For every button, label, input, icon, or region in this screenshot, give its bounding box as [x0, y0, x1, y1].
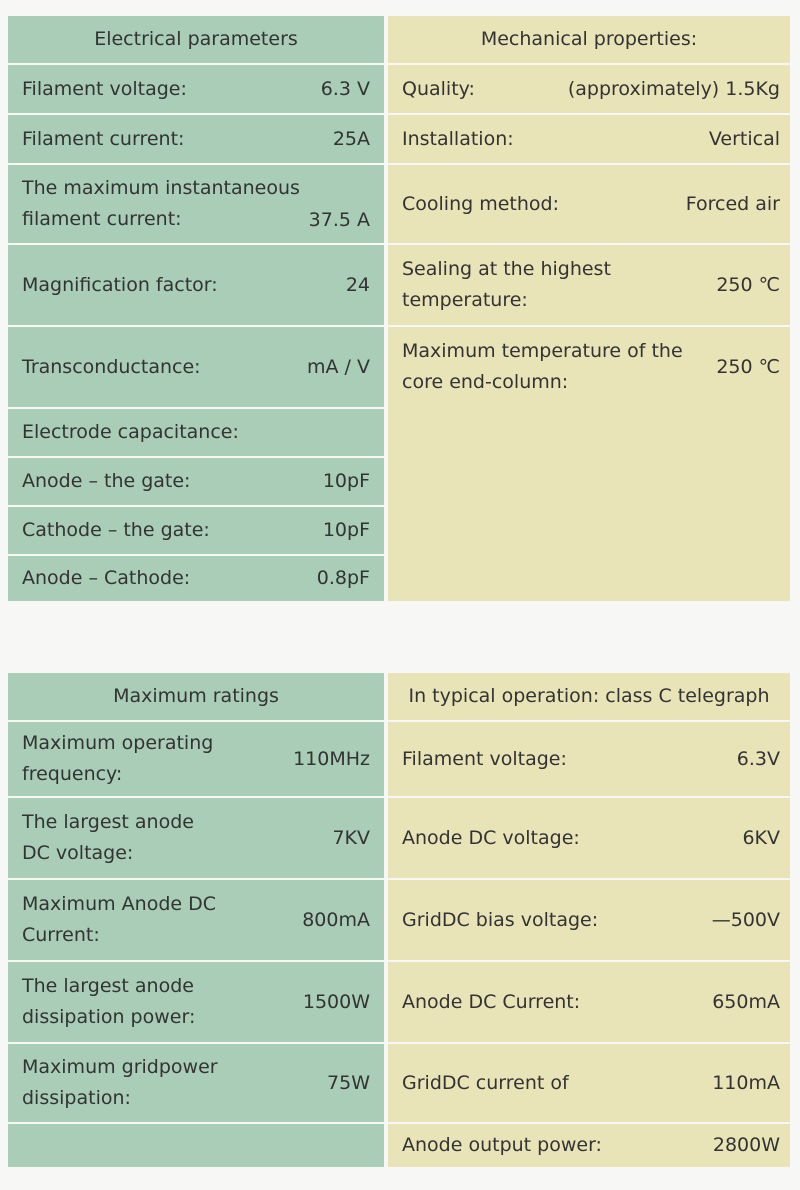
- row-label: GridDC bias voltage:: [402, 908, 599, 931]
- row-value: 1500W: [302, 990, 370, 1013]
- typical-operation-column: [388, 673, 790, 1167]
- table-row: [8, 163, 384, 243]
- row-label: Magnification factor:: [22, 273, 218, 296]
- maximum-ratings-title: Maximum ratings: [113, 685, 279, 707]
- table-row: [8, 456, 384, 505]
- electrical-parameters-column: [8, 16, 384, 601]
- table-row: [8, 1042, 384, 1122]
- row-label: Filament current:: [22, 127, 185, 150]
- row-value: Vertical: [708, 127, 780, 150]
- table-row: [388, 325, 790, 407]
- row-label: Cathode – the gate:: [22, 519, 210, 541]
- table-row: [8, 960, 384, 1042]
- row-value: 25A: [332, 127, 370, 150]
- table-row: [388, 163, 790, 243]
- row-value: 75W: [327, 1071, 370, 1094]
- row-value: 6.3 V: [320, 77, 370, 100]
- table-row: [8, 63, 384, 113]
- row-label: Filament voltage:: [22, 77, 187, 100]
- table-row: [8, 407, 384, 456]
- row-value: 37.5 A: [308, 209, 370, 231]
- row-label: Maximum gridpower dissipation:: [22, 1056, 218, 1109]
- mechanical-properties-column: [388, 16, 790, 601]
- row-label: Sealing at the highest temperature:: [402, 258, 611, 311]
- row-label: Anode DC Current:: [402, 990, 581, 1013]
- row-value: Forced air: [685, 192, 780, 215]
- row-label: Maximum Anode DC Current:: [22, 893, 217, 946]
- row-label: The largest anode DC voltage:: [22, 811, 194, 864]
- table-row: [8, 505, 384, 554]
- row-label: Filament voltage:: [402, 747, 567, 770]
- row-value: 2800W: [712, 1134, 780, 1156]
- table-row: [8, 243, 384, 325]
- row-label: Transconductance:: [22, 355, 201, 378]
- row-label: Anode output power:: [402, 1134, 602, 1156]
- row-value: 110MHz: [293, 747, 370, 770]
- row-value: 110mA: [712, 1071, 780, 1094]
- table-row: [388, 1122, 790, 1167]
- table-row: [8, 878, 384, 960]
- row-value: 10pF: [322, 470, 370, 492]
- mechanical-properties-header: [388, 16, 790, 63]
- row-value: 6.3V: [736, 747, 780, 770]
- row-value: (approximately) 1.5Kg: [567, 77, 780, 100]
- maximum-ratings-header: [8, 673, 384, 720]
- row-label: Anode – the gate:: [22, 470, 191, 492]
- row-label: Anode DC voltage:: [402, 826, 580, 849]
- typical-operation-title: In typical operation: class C telegraph: [408, 685, 770, 707]
- table-row-empty: [8, 1122, 384, 1167]
- row-label: Quality:: [402, 77, 475, 100]
- table-row: [388, 243, 790, 325]
- table-row: [388, 1042, 790, 1122]
- table-row: [388, 796, 790, 878]
- row-value: 250 ℃: [716, 355, 780, 378]
- table-row: [8, 720, 384, 796]
- electrical-parameters-title: Electrical parameters: [94, 28, 298, 50]
- table-row: [8, 325, 384, 407]
- table-row: [8, 113, 384, 163]
- table-row: [388, 63, 790, 113]
- row-label: Maximum temperature of the core end-column:: [402, 340, 683, 393]
- row-value: 650mA: [712, 990, 780, 1013]
- typical-operation-header: [388, 673, 790, 720]
- row-value: 800mA: [302, 908, 370, 931]
- row-label: The largest anode dissipation power:: [22, 975, 196, 1028]
- row-label: The maximum instantaneous filament current:: [22, 177, 300, 230]
- row-value: 7KV: [332, 826, 370, 849]
- row-value: 24: [345, 273, 370, 296]
- table-row: [8, 796, 384, 878]
- mechanical-properties-title: Mechanical properties:: [480, 28, 698, 50]
- maximum-ratings-column: [8, 673, 384, 1167]
- row-label: Anode – Cathode:: [22, 567, 191, 589]
- row-label: GridDC current of: [402, 1071, 569, 1094]
- row-value: —500V: [711, 908, 780, 931]
- table-row: [388, 878, 790, 960]
- electrical-parameters-header: [8, 16, 384, 63]
- table-row: [8, 554, 384, 601]
- row-label: Installation:: [402, 127, 514, 150]
- table-row: [388, 720, 790, 796]
- row-value: 0.8pF: [316, 567, 370, 589]
- row-value: mA / V: [307, 355, 370, 378]
- row-value: 6KV: [742, 826, 780, 849]
- table-row: [388, 960, 790, 1042]
- row-label: Electrode capacitance:: [22, 421, 239, 443]
- row-value: 250 ℃: [716, 273, 780, 296]
- row-label: Maximum operating frequency:: [22, 732, 214, 785]
- row-value: 10pF: [322, 519, 370, 541]
- table-row: [388, 113, 790, 163]
- row-label: Cooling method:: [402, 192, 559, 215]
